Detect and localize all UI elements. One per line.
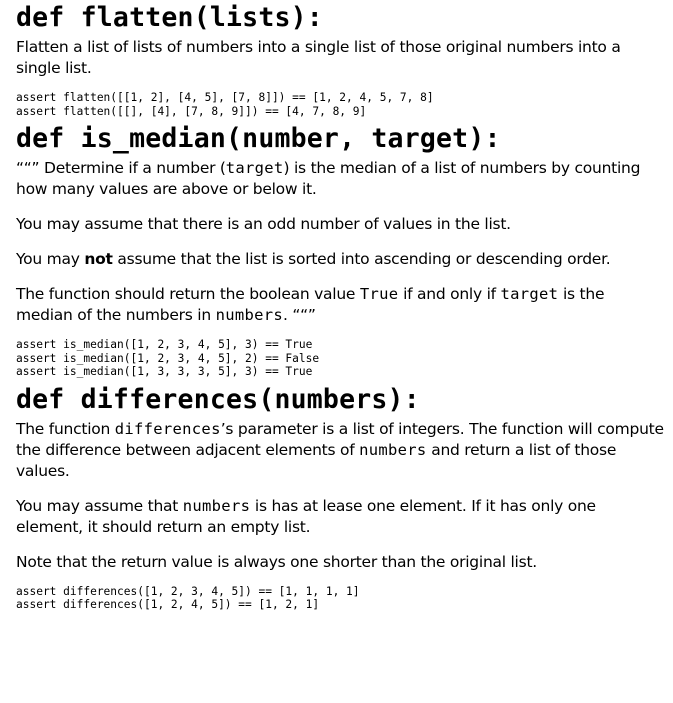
is-median-sorted-note: You may not assume that the list is sorted into ascending or descending order.	[16, 250, 611, 268]
inline-code-true: True	[359, 285, 399, 303]
flatten-asserts: assert flatten([[1, 2], [4, 5], [7, 8]]) == [1, 2, 4, 5, 7, 8] assert flatten([[], [4], [7, 8, 9]]) == [4, 7, 8, 9]	[16, 91, 434, 118]
inline-code-target: target	[225, 159, 284, 177]
is-median-asserts: assert is_median([1, 2, 3, 4, 5], 3) == True assert is_median([1, 2, 3, 4, 5], 2) == False assert is_median([1, 3, 3, 3, 5], 3) == True	[16, 338, 320, 378]
is-median-odd-note: You may assume that there is an odd number of values in the list.	[16, 215, 511, 233]
inline-code-numbers: numbers	[359, 440, 427, 459]
is-median-heading: def is_median(number, target):	[16, 123, 501, 154]
differences-asserts: assert differences([1, 2, 3, 4, 5]) == [1, 1, 1, 1] assert differences([1, 2, 4, 5]) == [1, 2, 1]	[16, 584, 360, 611]
differences-heading: def differences(numbers):	[16, 383, 420, 415]
differences-description: The function differences’s parameter is a list of integers. The function will compute the difference between adjacent elements of numbers and return a list of those values.	[16, 419, 664, 480]
inline-code-numbers: numbers	[215, 306, 284, 324]
is-median-description: ““” Determine if a number (target) is the median of a list of numbers by counting how many values are above or below it.	[16, 159, 641, 198]
flatten-heading: def flatten(lists):	[16, 2, 323, 33]
emphasis-not: not	[84, 250, 113, 268]
is-median-return-note: The function should return the boolean value True if and only if target is the median of the numbers in numbers. ““”	[16, 285, 605, 324]
flatten-description: Flatten a list of lists of numbers into a single list of those original numbers into a single list.	[16, 38, 621, 77]
document-page	[0, 3, 673, 612]
inline-code-target: target	[500, 285, 559, 303]
differences-length-note: You may assume that numbers is has at lease one element. If it has only one element, it should return an empty list.	[16, 496, 596, 536]
inline-code-differences: differences	[114, 419, 221, 438]
inline-code-numbers: numbers	[182, 496, 251, 515]
differences-return-note: Note that the return value is always one shorter than the original list.	[16, 552, 537, 571]
